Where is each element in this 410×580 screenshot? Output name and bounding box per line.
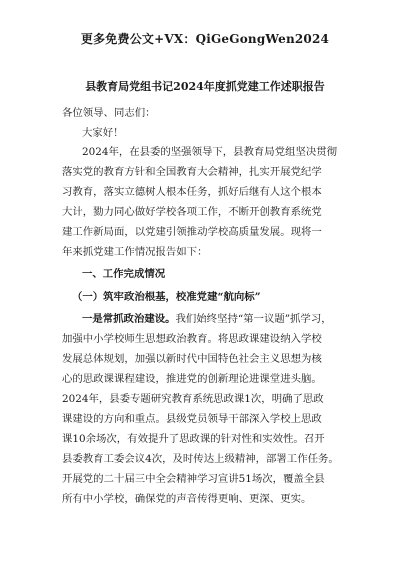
intro-line: 落实党的教育方针和全国教育大会精神，扎实开展党纪学: [62, 166, 322, 178]
paragraph-line: 课10余场次，有效提升了思政课的针对性和实效性。召开: [62, 433, 325, 445]
intro-line: 2024年，在县委的坚强领导下，县教育局党组坚决贯彻: [82, 146, 338, 158]
intro-line: 习教育，落实立德树人根本任务，抓好后继有人这个根本: [62, 186, 322, 198]
intro-line: 大计，勠力同心做好学校各项工作，不断开创教育系统党: [62, 206, 322, 218]
document-title: 县教育局党组书记2024年度抓党建工作述职报告: [85, 80, 325, 93]
subsection-heading: （一）筑牢政治根基，校准党建“航向标”: [72, 291, 261, 303]
watermark-header: 更多免费公文+VX：QiGeGongWen2024: [80, 32, 330, 46]
paragraph-line: 县委教育工委会议4次，及时传达上级精神，部署工作任务。: [62, 453, 339, 465]
paragraph-lead: 一是常抓政治建设。: [82, 313, 176, 325]
paragraph-line: 加强中小学校师生思想政治教育。将思政课建设纳入学校: [62, 333, 322, 345]
paragraph-text: 我们始终坚持“第一议题”抓学习，: [175, 313, 332, 325]
paragraph-line: 2024年，县委专题研究教育系统思政课1次，明确了思政: [62, 393, 324, 405]
paragraph-line: 所有中小学校，确保党的声音传得更响、更深、更实。: [62, 493, 312, 505]
paragraph-first-line: [82, 310, 332, 325]
paragraph-line: 心的思政课课程建设，推进党的创新理论进课堂进头脑。: [62, 373, 322, 385]
paragraph-line: 开展党的二十届三中全会精神学习宣讲51场次，覆盖全县: [62, 473, 325, 485]
section-heading: 一、工作完成情况: [82, 268, 166, 280]
paragraph-line: 课建设的方向和重点。县级党员领导干部深入学校上思政: [62, 413, 322, 425]
paragraph-line: 发展总体规划，加强以新时代中国特色社会主义思想为核: [62, 353, 322, 365]
intro-line: 建工作新局面，以党建引领推动学校高质量发展。现将一: [62, 226, 322, 238]
hello: 大家好！: [82, 127, 124, 139]
intro-line: 年来抓党建工作情况报告如下：: [62, 246, 208, 258]
greeting: 各位领导、同志们：: [62, 107, 156, 119]
